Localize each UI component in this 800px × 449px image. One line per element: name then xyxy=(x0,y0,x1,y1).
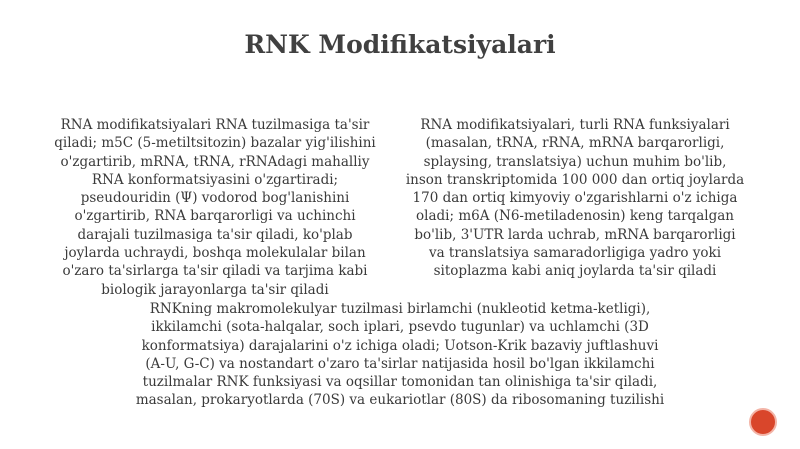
left-text-block: RNA modifikatsiyalari RNA tuzilmasiga ta'sir qiladi; m5C (5-metiltsitozin) bazalar yig'ilishini o'zgartirib, mRNA, tRNA, rRNAdagi mahalliy RNA konformatsiyasini o'zgartiradi; pseudouridin (Ψ) vodorod bog'lanishini o'zgartirib, RNA barqarorligi va uchinchi darajali tuzilmasiga ta'sir qiladi, ko'plab joylarda uchraydi, boshqa molekulalar bilan o'zaro ta'sirlarga ta'sir qiladi va tarjima kabi biologik jarayonlarga ta'sir qiladi xyxy=(54,117,376,298)
bottom-text-block: RNKning makromolekulyar tuzilmasi birlamchi (nukleotid ketma-ketligi), ikkilamchi (sota-halqalar, soch iplari, psevdo tugunlar) va uchlamchi (3D konformatsiya) darajalarini o'z ichiga oladi; Uotson-Krik bazaviy juftlashuvi (A-U, G-C) va nostandart o'zaro ta'sirlar natijasida hosil bo'lgan ikkilamchi tuzilmalar RNK funksiyasi va oqsillar tomonidan tan olinishiga ta'sir qiladi, masalan, prokaryotlarda (70S) va eukariotlar (80S) da ribosomaning tuzilishi xyxy=(135,301,665,409)
right-text-block: RNA modifikatsiyalari, turli RNA funksiyalari (masalan, tRNA, rRNA, mRNA barqarorligi, splaysing, translatsiya) uchun muhim bo'lib, inson transkriptomida 100 000 dan ortiq joylarda 170 dan ortiq kimyoviy o'zgarishlarni o'z ichiga oladi; m6A (N6-metiladenosin) keng tarqalgan bo'lib, 3'UTR larda uchrab, mRNA barqarorligi va translatsiya samaradorligiga yadro yoki sitoplazma kabi aniq joylarda ta'sir qiladi xyxy=(405,117,745,280)
slide-title: RNK Modifikatsiyalari xyxy=(244,30,556,59)
circle-button-icon[interactable] xyxy=(749,408,777,436)
